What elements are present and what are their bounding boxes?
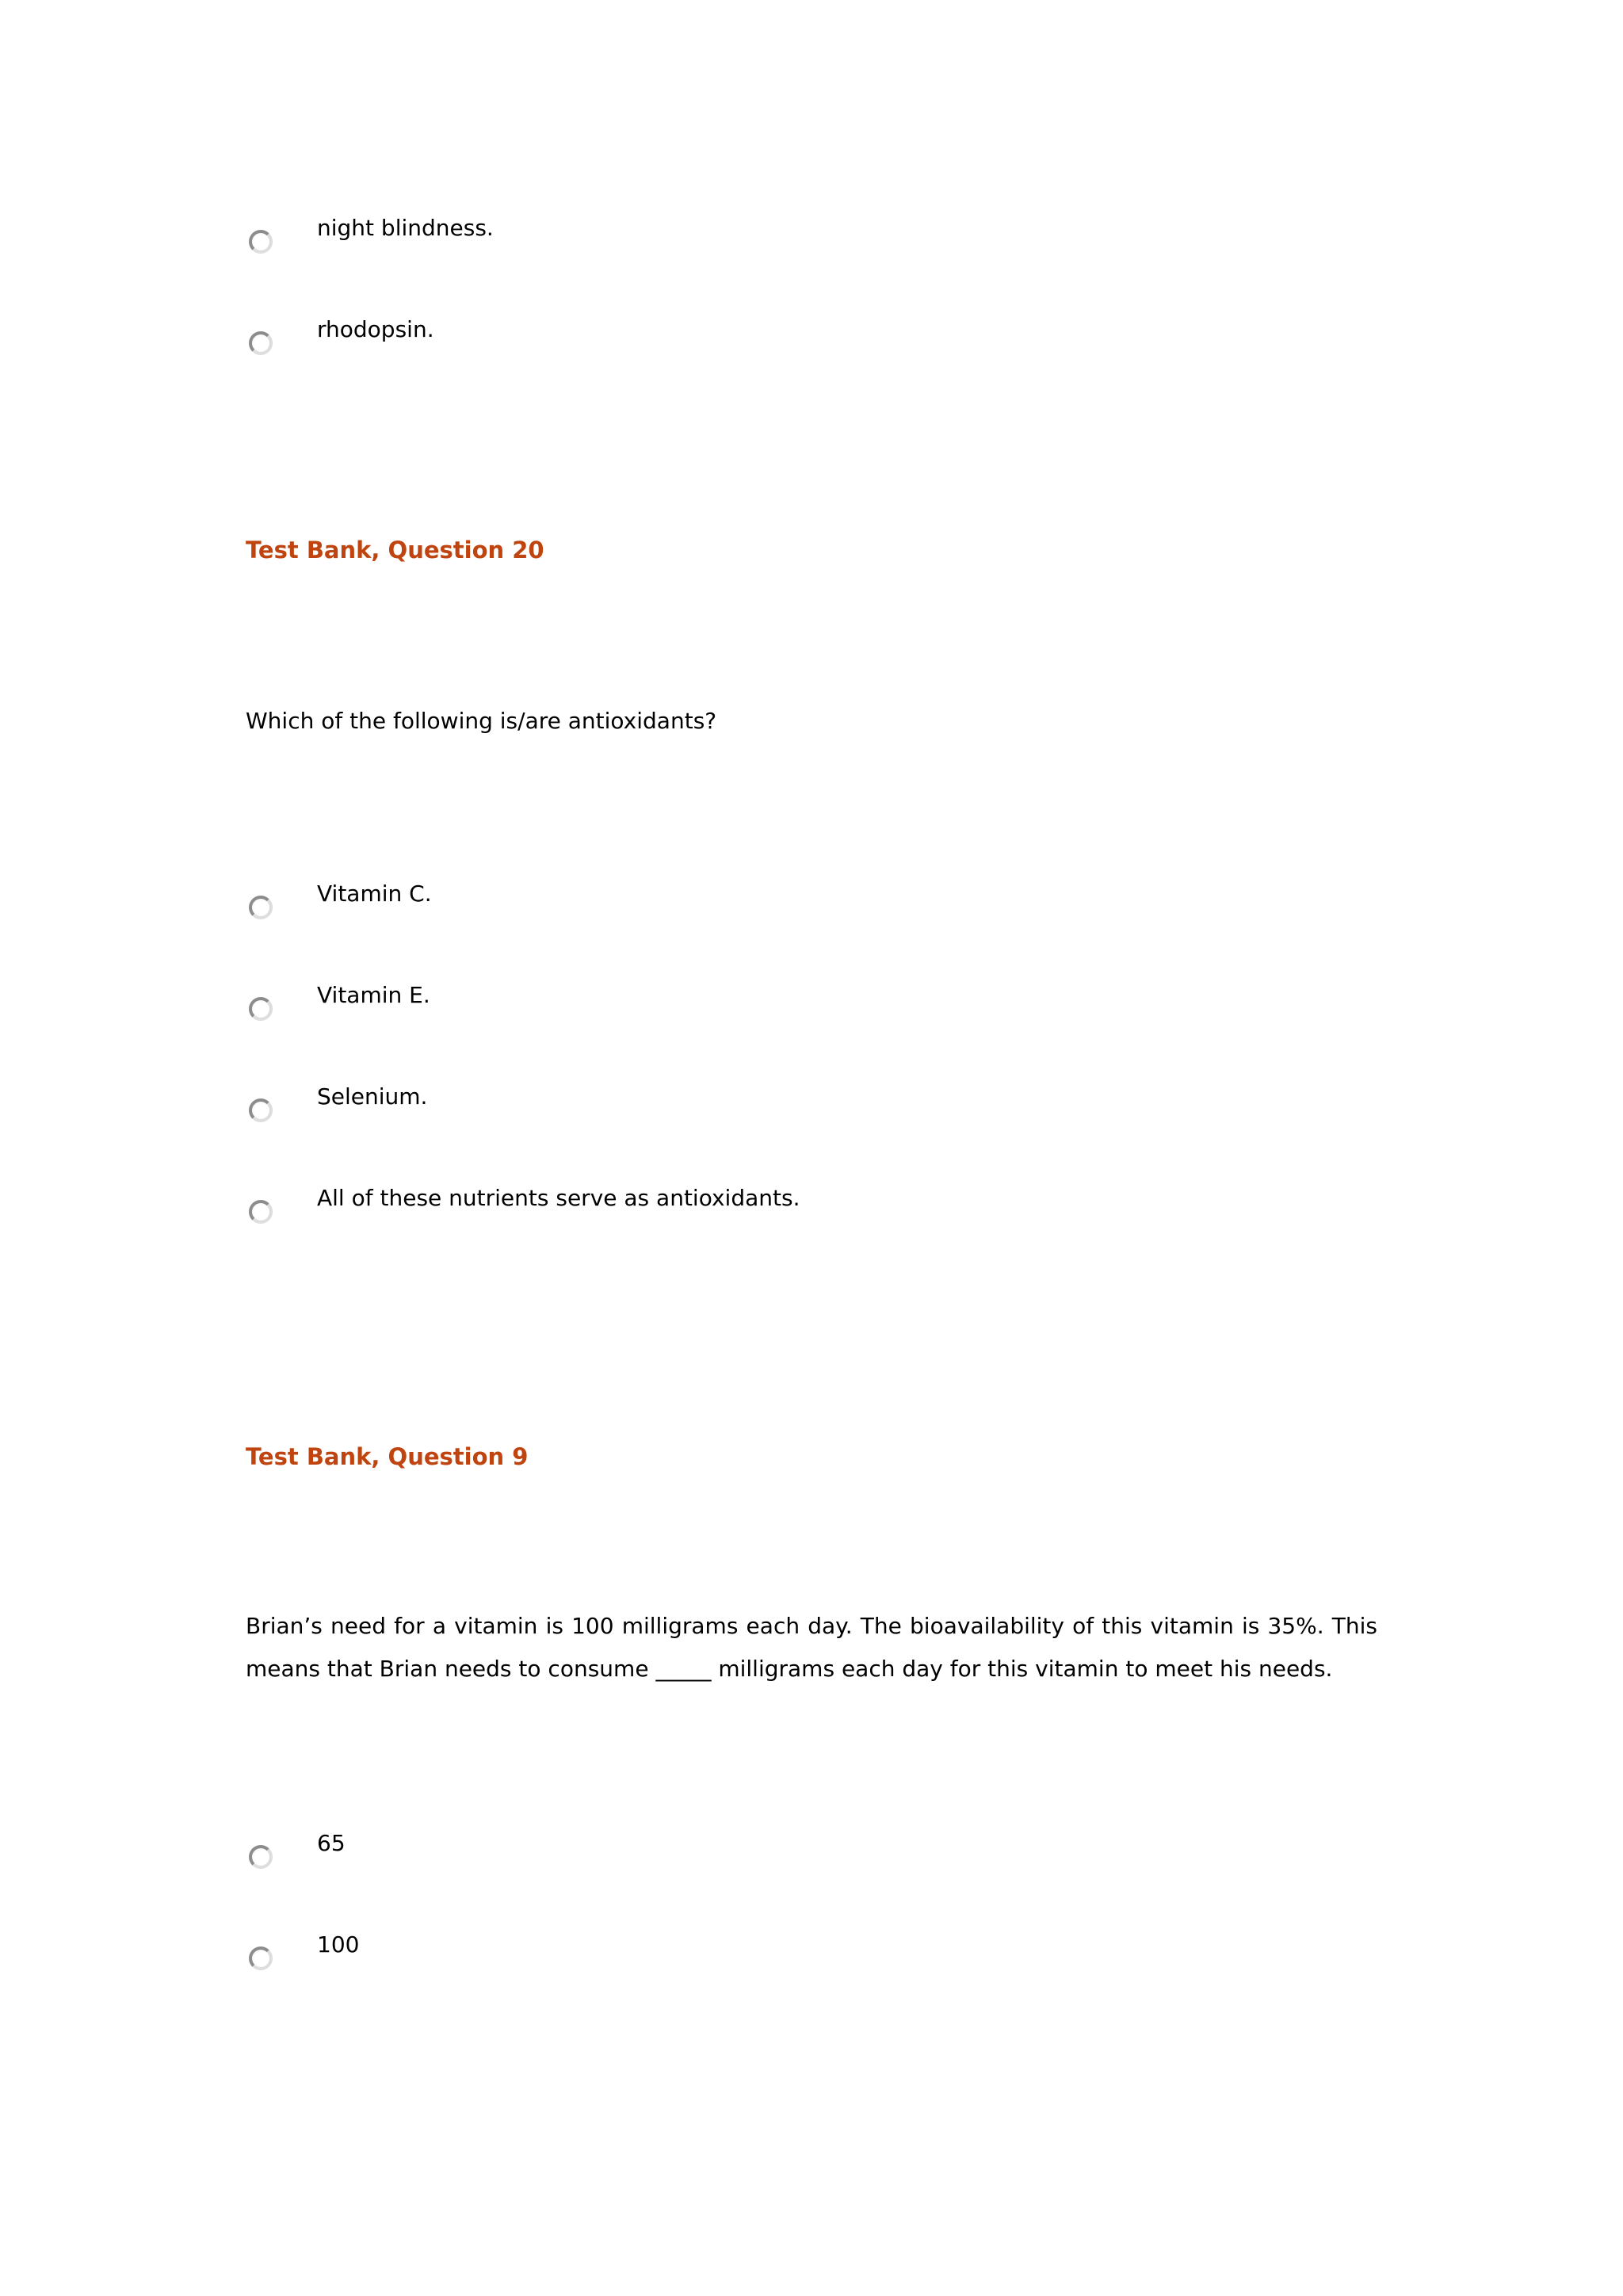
option-label: 65 [317, 1830, 346, 1856]
option-selenium[interactable] [246, 1081, 1395, 1129]
question-9-title: Test Bank, Question 9 [246, 1443, 529, 1470]
option-all-antioxidants[interactable] [246, 1182, 1395, 1230]
option-100[interactable] [246, 1929, 1395, 1977]
question-20-text: Which of the following is/are antioxidants? [246, 708, 717, 734]
radio-button[interactable] [249, 1845, 273, 1869]
option-label: rhodopsin. [317, 316, 434, 342]
question-20-title: Test Bank, Question 20 [246, 537, 544, 563]
option-night-blindness[interactable] [246, 212, 1395, 260]
option-label: Vitamin C. [317, 881, 432, 907]
radio-button[interactable] [249, 1098, 273, 1122]
option-label: All of these nutrients serve as antioxidants. [317, 1185, 800, 1211]
radio-button[interactable] [249, 331, 273, 355]
option-label: 100 [317, 1931, 360, 1958]
option-label: Vitamin E. [317, 982, 430, 1008]
question-9-text: Brian’s need for a vitamin is 100 milligrams each day. The bioavailability of this vitamin is 35%. This means that Brian needs to consume _____ milligrams each day for this vitamin to meet his needs. [246, 1613, 1377, 1682]
radio-button[interactable] [249, 1946, 273, 1970]
option-rhodopsin[interactable] [246, 314, 1395, 361]
option-label: night blindness. [317, 215, 494, 241]
radio-button[interactable] [249, 1200, 273, 1224]
option-vitamin-c[interactable] [246, 878, 1395, 926]
radio-button[interactable] [249, 230, 273, 254]
option-vitamin-e[interactable] [246, 980, 1395, 1027]
radio-button[interactable] [249, 896, 273, 919]
option-65[interactable] [246, 1828, 1395, 1875]
option-label: Selenium. [317, 1083, 428, 1110]
radio-button[interactable] [249, 997, 273, 1021]
